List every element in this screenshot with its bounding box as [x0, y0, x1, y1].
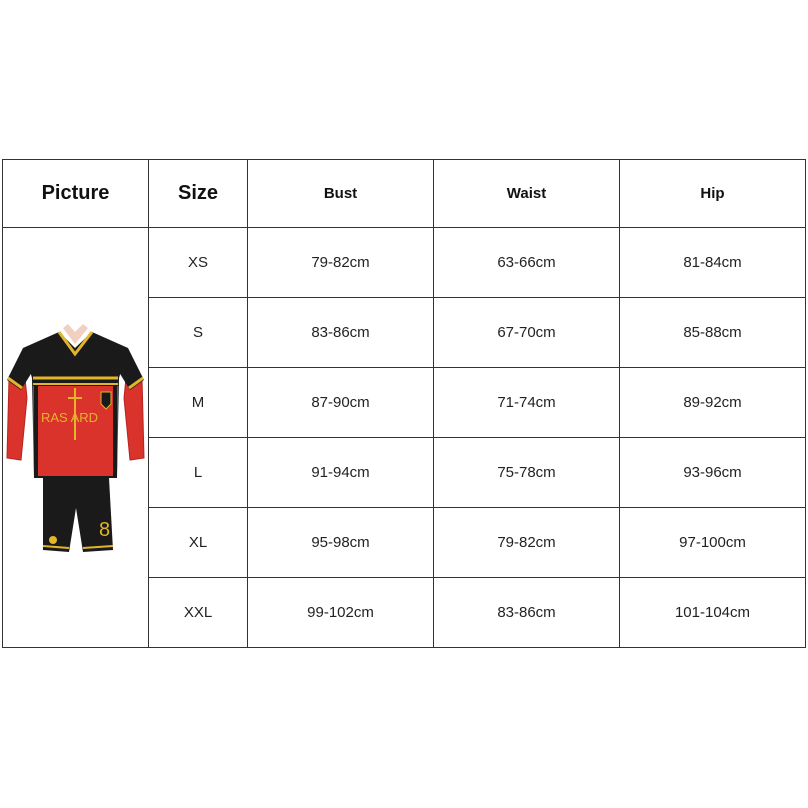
size-cell: XL [149, 508, 248, 578]
hip-cell: 89-92cm [620, 368, 806, 438]
waist-cell: 79-82cm [434, 508, 620, 578]
header-waist: Waist [434, 160, 620, 228]
jersey-number: 8 [99, 518, 111, 541]
waist-cell: 71-74cm [434, 368, 620, 438]
waist-cell: 83-86cm [434, 578, 620, 648]
header-bust: Bust [248, 160, 434, 228]
hip-cell: 85-88cm [620, 298, 806, 368]
bust-cell: 91-94cm [248, 438, 434, 508]
size-chart-table [2, 159, 806, 648]
size-cell: L [149, 438, 248, 508]
size-cell: S [149, 298, 248, 368]
hip-cell: 97-100cm [620, 508, 806, 578]
bust-cell: 95-98cm [248, 508, 434, 578]
waist-cell: 63-66cm [434, 228, 620, 298]
size-cell: XS [149, 228, 248, 298]
hip-cell: 81-84cm [620, 228, 806, 298]
hip-cell: 93-96cm [620, 438, 806, 508]
product-picture-cell [3, 228, 149, 648]
waist-cell: 75-78cm [434, 438, 620, 508]
soccer-kit-icon [3, 318, 148, 558]
jersey-text: RAS ARD [41, 409, 99, 425]
bust-cell: 83-86cm [248, 298, 434, 368]
header-picture: Picture [3, 160, 149, 228]
waist-cell: 67-70cm [434, 298, 620, 368]
bust-cell: 87-90cm [248, 368, 434, 438]
bust-cell: 79-82cm [248, 228, 434, 298]
hip-cell: 101-104cm [620, 578, 806, 648]
size-cell: XXL [149, 578, 248, 648]
size-cell: M [149, 368, 248, 438]
header-row [3, 160, 806, 228]
header-size: Size [149, 160, 248, 228]
bust-cell: 99-102cm [248, 578, 434, 648]
soccer-kit-image [3, 318, 148, 558]
header-hip: Hip [620, 160, 806, 228]
table-row [3, 228, 806, 298]
